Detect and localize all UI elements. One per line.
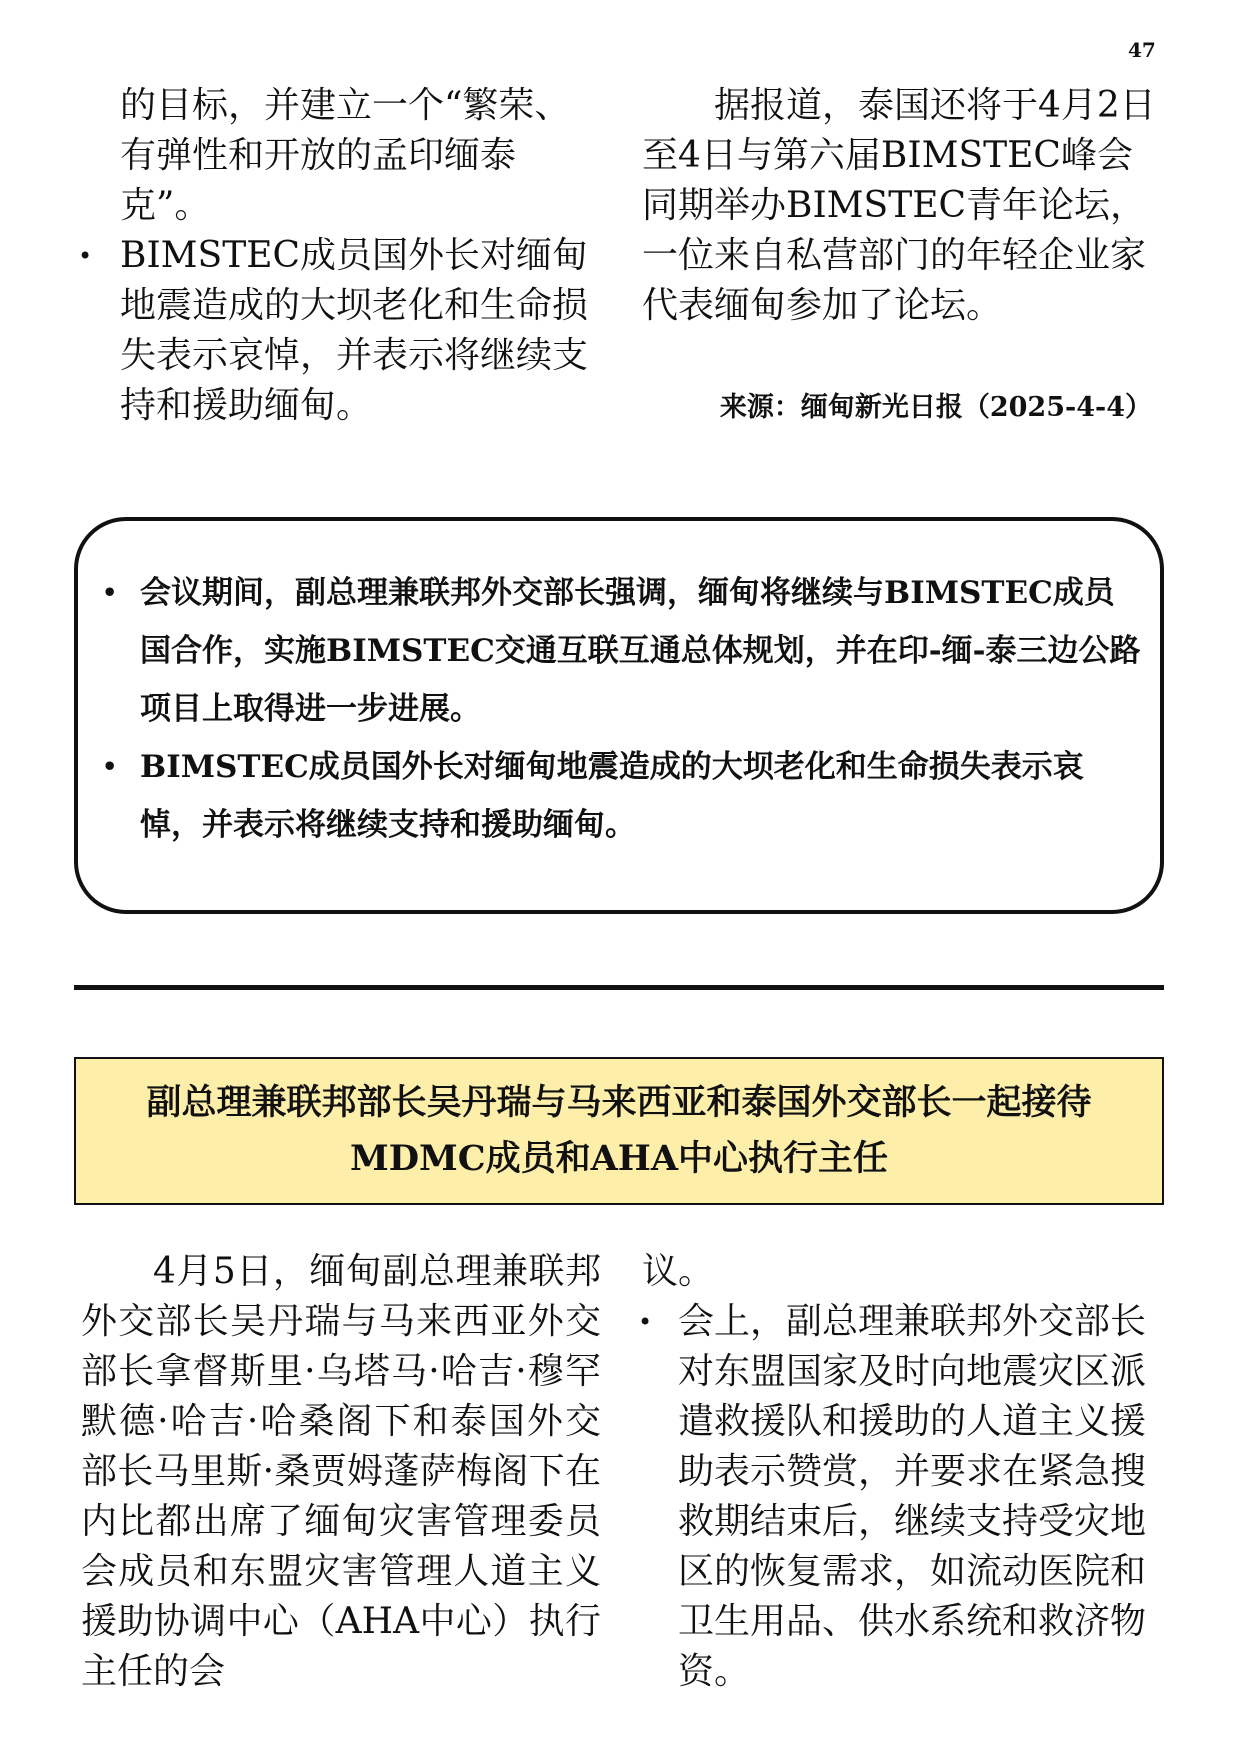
article-title <box>119 1075 1119 1187</box>
continued-text: 议。 <box>642 1251 715 1292</box>
bullet-icon: • <box>102 752 118 781</box>
article-title-box <box>74 1057 1164 1205</box>
top-left-column <box>78 81 600 431</box>
paragraph: 据报道，泰国还将于4月2日至4日与第六届BIMSTEC峰会同期举办BIMSTEC青年论坛，一位来自私营部门的年轻企业家代表缅甸参加了论坛。 <box>642 85 1156 326</box>
list-item <box>638 1297 1162 1697</box>
paragraph: 4月5日，缅甸副总理兼联邦外交部长吴丹瑞与马来西亚外交部长拿督斯里·乌塔马·哈吉·穆罕默德·哈吉·哈桑阁下和泰国外交部长马里斯·桑贾姆蓬萨梅阁下在内比都出席了缅甸灾害管理委员会成员和东盟灾害管理人道主义援助协调中心（AHA中心）执行主任的会 <box>81 1251 601 1692</box>
source-line: 来源：缅甸新光日报（2025-4-4） <box>719 392 1152 423</box>
list-item-text: 会上，副总理兼联邦外交部长对东盟国家及时向地震灾区派遣救援队和援助的人道主义援助表示赞赏，并要求在紧急搜救期结束后，继续支持受灾地区的恢复需求，如流动医院和卫生用品、供水系统和救济物资。 <box>678 1301 1147 1692</box>
title-line-2: MDMC成员和AHA中心执行主任 <box>349 1138 889 1179</box>
list-item-text: 会议期间，副总理兼联邦外交部长强调，缅甸将继续与BIMSTEC成员国合作，实施BIMSTEC交通互联互通总体规划，并在印-缅-泰三边公路项目上取得进一步进展。 <box>140 575 1141 727</box>
list-item <box>102 738 1142 854</box>
bullet-icon: • <box>638 1308 653 1336</box>
top-right-column <box>642 81 1162 331</box>
list-item-text: BIMSTEC成员国外长对缅甸地震造成的大坝老化和生命损失表示哀悼，并表示将继续支持和援助缅甸。 <box>140 749 1084 843</box>
bullet-list <box>78 231 600 431</box>
list-item <box>102 564 1142 738</box>
bullet-list <box>638 1297 1162 1697</box>
highlight-list <box>102 564 1142 854</box>
article-left-column <box>81 1247 601 1697</box>
list-item-text: BIMSTEC成员国外长对缅甸地震造成的大坝老化和生命损失表示哀悼，并表示将继续支持和援助缅甸。 <box>120 235 589 426</box>
highlight-box <box>74 517 1164 914</box>
bullet-icon: • <box>78 242 93 270</box>
section-divider <box>74 985 1164 990</box>
page-number: 47 <box>1128 38 1156 62</box>
list-item <box>78 231 600 431</box>
continued-text: 的目标，并建立一个“繁荣、有弹性和开放的孟印缅泰克”。 <box>120 85 571 226</box>
bullet-icon: • <box>102 578 118 607</box>
title-line-1: 副总理兼联邦部长吴丹瑞与马来西亚和泰国外交部长一起接待 <box>146 1082 1092 1123</box>
article-right-column <box>638 1247 1162 1697</box>
